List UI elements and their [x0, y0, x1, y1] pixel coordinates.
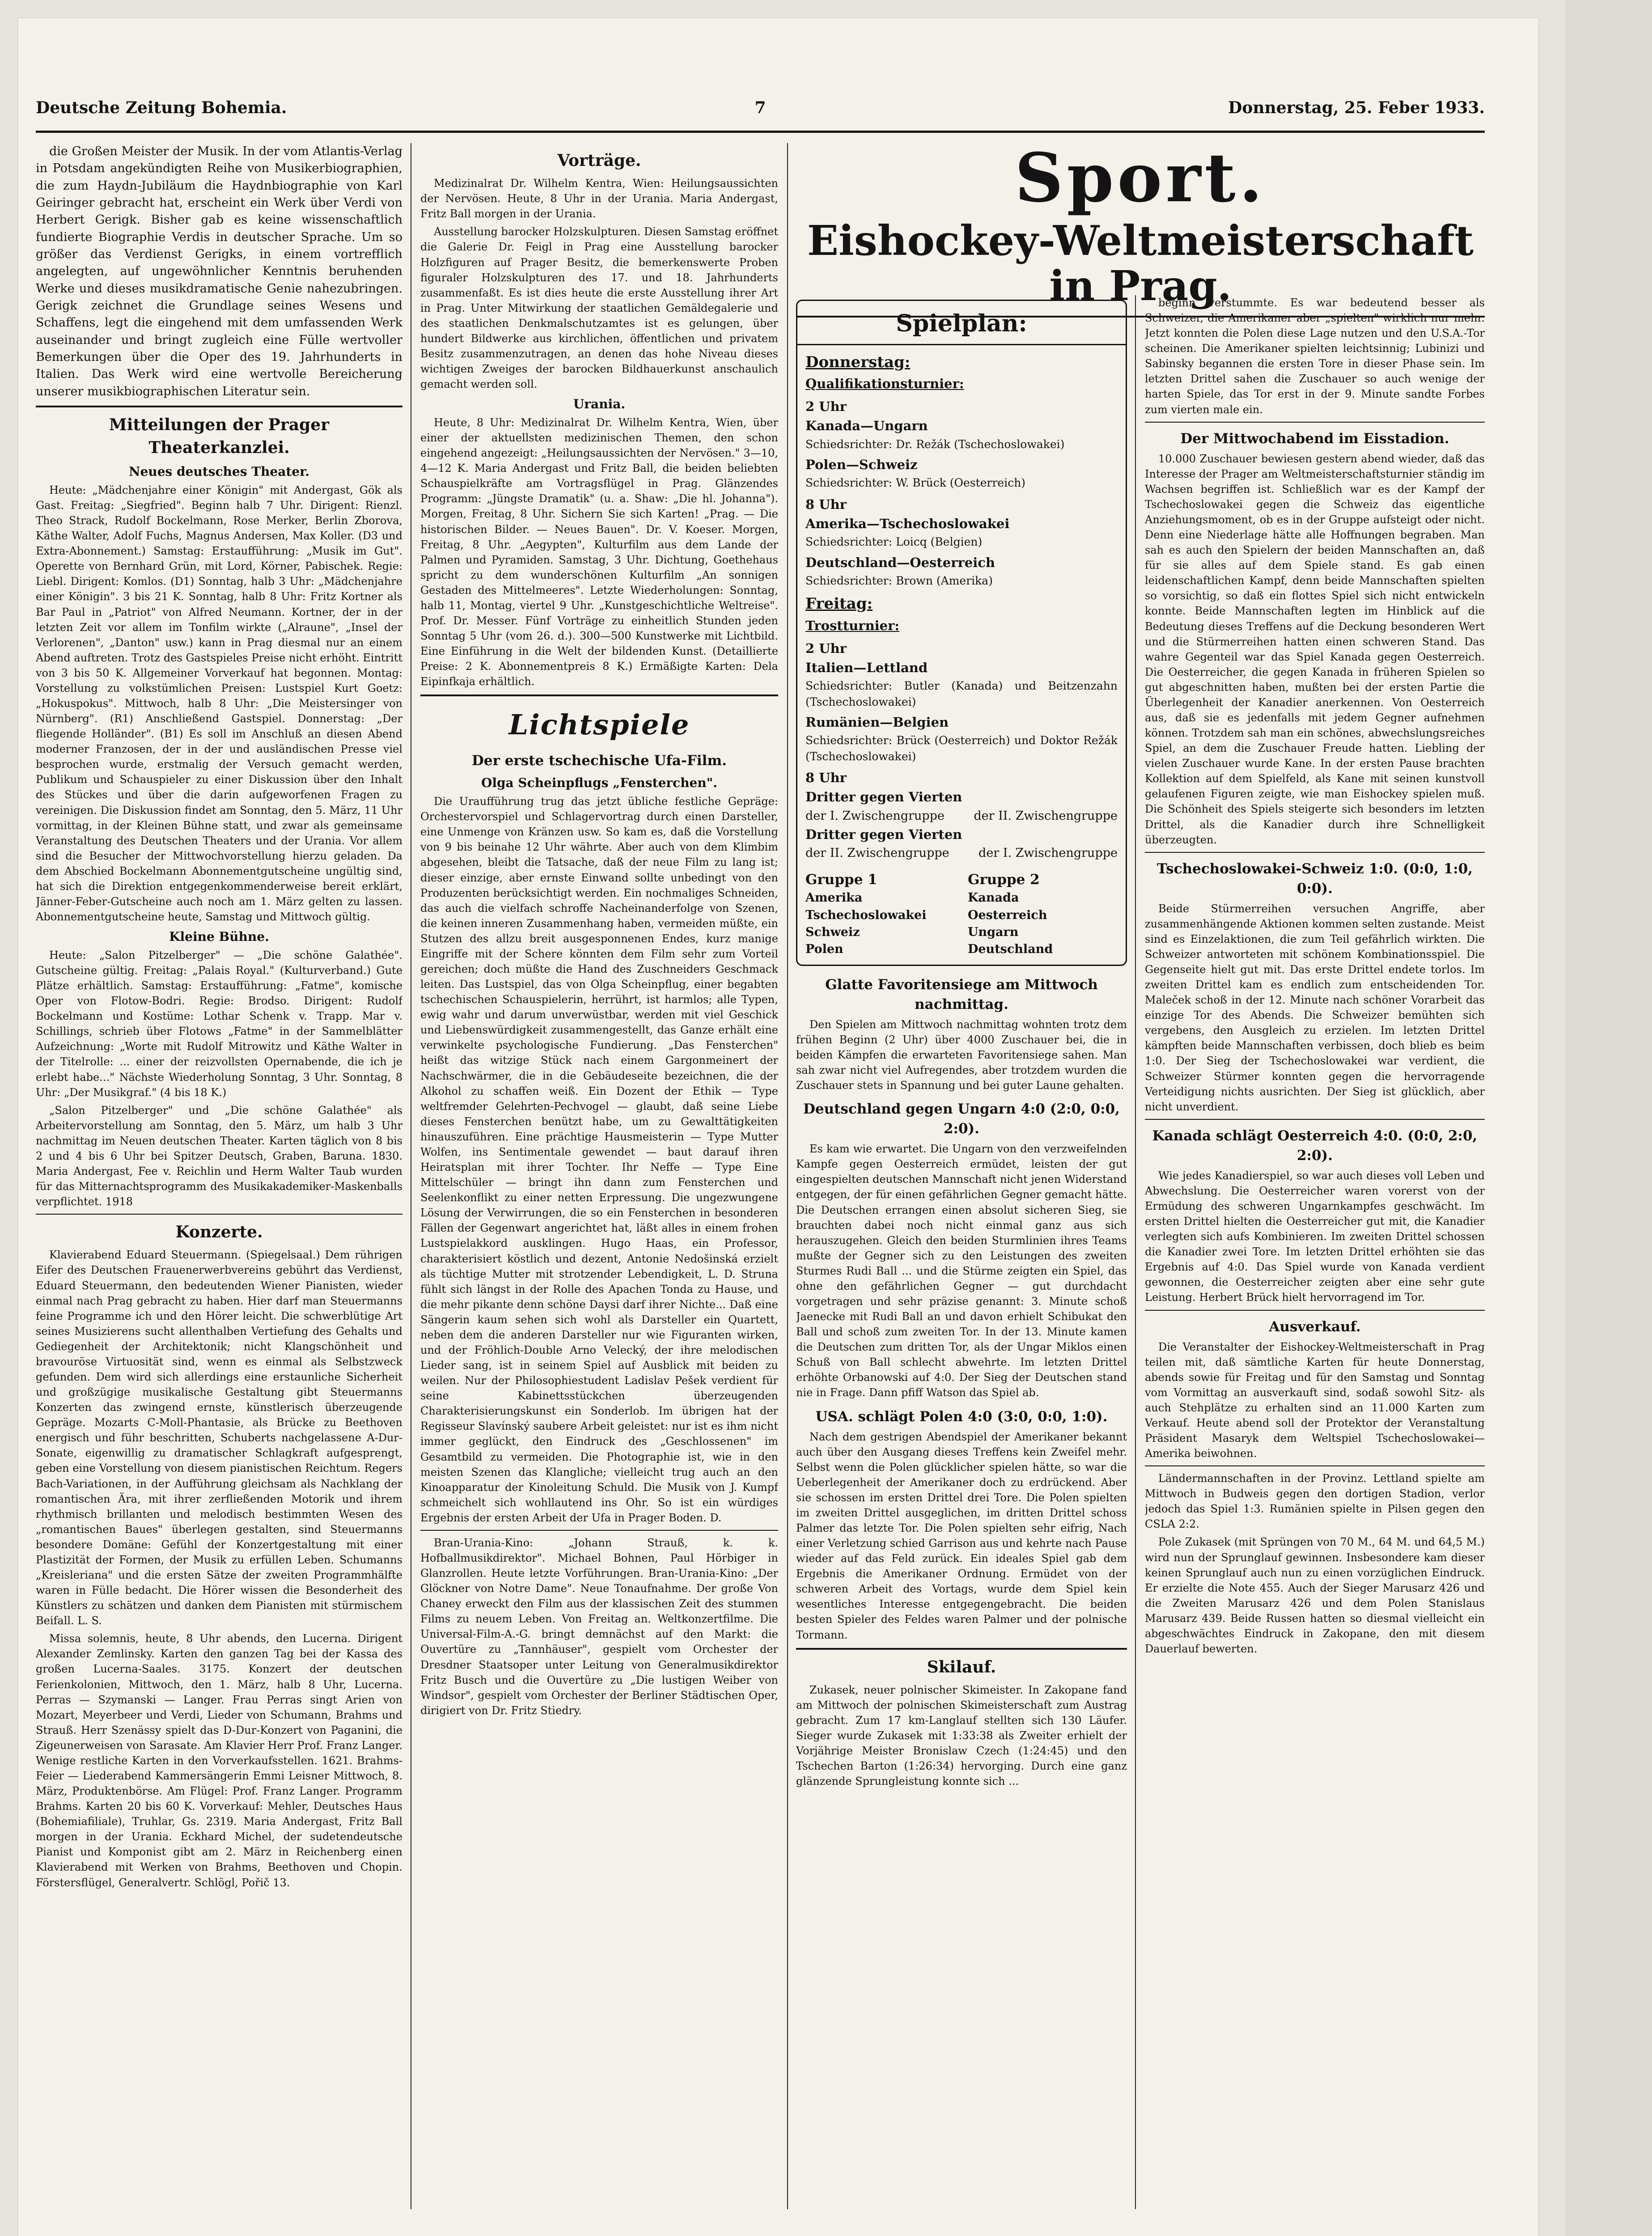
vortraege-text: Medizinalrat Dr. Wilhelm Kentra, Wien: Heilungsaussichten der Nervösen. Heute, 8 Uhr in der Urania. Maria Andergast, Fritz Ball morgen in der Urania.	[420, 177, 778, 220]
deutschland-ungarn-heading: Deutschland gegen Ungarn 4:0 (2:0, 0:0, 2:0).	[803, 1101, 1120, 1137]
divider	[36, 406, 402, 407]
group-label: der II. Zwischengruppe	[974, 809, 1118, 823]
time-label: 8 Uhr	[805, 770, 847, 786]
sport-header	[796, 139, 1485, 318]
team: Kanada	[967, 891, 1019, 905]
team: Polen	[805, 942, 843, 957]
spielplan-heading: Spielplan:	[797, 304, 1126, 345]
time-label: 2 Uhr	[805, 399, 847, 415]
match: Amerika—Tschechoslowakei	[805, 516, 1010, 531]
continued-text: beginn verstummte. Es war bedeutend besser als Schweizer, die Amerikaner aber „spielten" wirklich nur mehr. Jetzt konnten die Polen diese Lage nutzen und den U.S.A.-Tor scheinen. Die Amerikaner spielten leichtsinnig; Lubinizi und Sabinsky begannen die ersten Tore in dieser Phase sein. Im letzten Drittel sahen die Zuschauer so auch wenige der harten Spiele, das Tor erst in der 9. Minute sandte Forbes zum vierten male ein.	[1145, 296, 1485, 416]
day-friday: Freitag:	[805, 595, 873, 613]
group-2-heading: Gruppe 2	[967, 872, 1040, 888]
team: Tschechoslowakei	[805, 908, 927, 922]
header-rule	[36, 131, 1485, 133]
scan-margin	[1565, 0, 1652, 2236]
day-thursday: Donnerstag:	[805, 353, 911, 371]
group-label: der I. Zwischengruppe	[805, 809, 945, 823]
placement-match: Dritter gegen Vierten	[805, 826, 962, 842]
mittwochabend-text: 10.000 Zuschauer bewiesen gestern abend wieder, daß das Interesse der Prager am Weltmeisterschaftsturnier ständig im Wachsen begriffen ist. Schließlich war es der Kampf der Tschechoslowakei gegen die Schweiz das eigentliche Anziehungsmoment, ob es in der Gruppe aufsteigt oder nicht. Denn eine Niederlage hätte alle Hoffnungen begraben. Man sah es auch den Spielern der beiden Mannschaften an, daß für sie alles auf dem Spiele stand. Es gab einen leidenschaftlichen Kampf, denn beide Mannschaften spielten so vorsichtig, so daß ein flottes Spiel sich nicht entwickeln konnte. Beide Mannschaften legten im Hinblick auf die Bedeutung dieses Treffens auf die Deckung besonderen Wert und die Stürmerreihen hatten einen schweren Stand. Das wahre Gegenteil war das Spiel Kanada gegen Oesterreich. Die Oesterreicher, die gegen Kanada in früheren Spielen so gut abgeschnitten haben, mußten bei der ersten Partie die Überlegenheit der Kanadier anerkennen. Von Oesterreich aus, daß sie es jedenfalls mit jedem Gegner aufnehmen können. Trotzdem sah man ein schönes, abwechslungsreiches Spiel, an dem die Zuschauer Freude hatten. Liebling der vielen Zuschauer wurde Kane. In der ersten Pause brachten Kollektion auf dem Spielfeld, als Kane mit seinen kunstvoll gelaufenen Figuren zeigte, wie man Eishockey spielen muß. Die Schönheit des Spiels steigerte sich besonders im letzten Drittel, als die Kanadier durch ihre Schnelligkeit überzeugten.	[1145, 452, 1485, 846]
column-rule	[1135, 295, 1136, 2209]
ufa-heading: Der erste tschechische Ufa-Film.	[471, 753, 727, 769]
ausstellung-text: Ausstellung barocker Holzskulpturen. Diesen Samstag eröffnet die Galerie Dr. Feigl in Prag eine Ausstellung barocker Holzfiguren auf Prager Besitz, die bemerkenswerte Proben figuraler Holzskulpturen des 17. und 18. Jahrhunderts zusammenfaßt. Es ist dies heute die erste Ausstellung ihrer Art in Prag. Unter Mitwirkung der staatlichen Gemäldegalerie und des staatlichen Denkmalschutzamtes ist es gelungen, über hundert Bildwerke aus kirchlichen, öffentlichen und privatem Besitz zusammenzutragen, an denen das hohe Niveau dieses wichtigen Zweiges der barocken Bildhauerkunst anschaulich gemacht werden soll.	[420, 225, 778, 391]
time-label: 8 Uhr	[805, 496, 847, 512]
divider	[1145, 1310, 1485, 1311]
referee: Schiedsrichter: Brück (Oesterreich) und Doktor Režák (Tschechoslowakei)	[805, 734, 1118, 763]
group-table	[805, 870, 1118, 958]
konzerte-more: Missa solemnis, heute, 8 Uhr abends, den Lucerna. Dirigent Alexander Zemlinsky. Karten den ganzen Tag bei der Kassa des großen Lucerna-Saales. 3175. Konzert der deutschen Ferienkolonien, Mittwoch, den 1. März, halb 8 Uhr, Lucerna. Perras — Szymanski — Langer. Frau Perras singt Arien von Mozart, Meyerbeer und Verdi, Lieder von Schumann, Brahms und Strauß. Herr Szenässy spielt das D-Dur-Konzert von Paganini, die Zigeunerweisen von Sarasate. Am Klavier Herr Prof. Franz Langer. Wenige restliche Karten in den Vorverkaufsstellen. 1621. Brahms-Feier — Liederabend Kammersängerin Emmi Leisner Mittwoch, 8. März, Produktenbörse. Am Flügel: Prof. Franz Langer. Programm Brahms. Karten 20 bis 60 K. Vorverkauf: Mehler, Deutsches Haus (Bohemiafiliale), Truhlar, Gs. 2319. Maria Andergast, Fritz Ball morgen in der Urania. Eckhard Michel, der sudetendeutsche Pianist und Komponist gibt am 2. März in Reichenberg einen Klavierabend mit Werken von Brahms, Beethoven und Chopin. Förstersflügel, Generalvertr. Schlögl, Pořič 13.	[36, 1632, 402, 1889]
group-2	[968, 870, 1118, 958]
usa-polen-text: Nach dem gestrigen Abendspiel der Amerikaner bekannt auch über den Ausgang dieses Treffens kein Zweifel mehr. Selbst wenn die Polen glücklicher spielen hätte, so war die Ueberlegenheit der Amerikaner doch zu erdrückend. Aber sie schossen im ersten Drittel drei Tore. Die Polen spielten im zweiten Drittel ausgeglichen, im dritten Drittel schoss Palmer das letzte Tor. Die Polen spielten sehr eifrig, Nach einer Verletzung schied Garrison aus und kehrte nach Pause wieder auf das Feld zurück. Ein ideales Spiel gab dem Ergebnis die Amerikaner Ordnung. Ermüdet von der schweren Arbeit des Vortags, wurde dem Spiel kein wesentliches Interesse entgegengebracht. Die beiden besten Spieler des Feldes waren Palmer und der polnische Tormann.	[796, 1430, 1127, 1641]
theater-text: Heute: „Mädchenjahre einer Königin" mit Andergast, Gök als Gast. Freitag: „Siegfried". Beginn halb 7 Uhr. Dirigent: Rienzl. Theo Strack, Rudolf Bockelmann, Rose Merker, Berlin Zborova, Käthe Walter, Adolf Fuchs, Magnus Andersen, Max Koller. (D3 und Extra-Abonnement.) Samstag: Erstaufführung: „Musik im Gut". Operette von Bernhard Grün, mit Lord, Körner, Pabischek. Regie: Liebl. Dirigent: Komlos. (D1) Sonntag, halb 3 Uhr: „Mädchenjahre einer Königin". 3 bis 21 K. Sonntag, halb 8 Uhr: Fritz Kortner als Bar Paul in „Patriot" von Alfred Neumann. Kortner, der in der letzten Zeit vor allem im Tonfilm wirkte („Alraune", „Insel der Verlorenen", „Danton" usw.) kann in Prag diesmal nur an einem Abend auftreten. Trotz des Gastspieles Preise nicht erhöht. Eintritt von 3 bis 50 K. Allgemeiner Vorverkauf hat begonnen. Montag: Vorstellung zu volkstümlichen Preisen: Lustspiel Kurt Goetz: „Hokuspokus". Mittwoch, halb 8 Uhr: „Die Meistersinger von Nürnberg". (R1) Anschließend Gastspiel. Donnerstag: „Der fliegende Holländer". (B1) Es soll im Anschluß an diesen Abend moderner Franzosen, der in der und ausländischen Presse viel besprochen wurde, erstmalig der Versuch gemacht werden, Publikum und Schauspieler zu einer Diskussion über den Inhalt des Stückes und über die darin aufgeworfenen Fragen zu vereinigen. Die Diskussion findet am Sonntag, den 5. März, 11 Uhr vormittag, in der Kleinen Bühne statt, und zwar als gemeinsame Veranstaltung des Deutschen Theaters und der Urania. Vor allem sind die Besucher der Mittwochvorstellung hierzu geladen. Da dem Abschied Bockelmann Abonnementgutscheine ungültig sind, hat sich die Direktion entgegenkommenderweise bereit erklärt, Jänner-Feber-Gutscheine auch noch am 1. März gelten zu lassen. Abonnementgutscheine heute, Samstag und Mittwoch gültig.	[36, 483, 402, 923]
team: Amerika	[805, 891, 863, 905]
column-1	[36, 143, 402, 2209]
spielplan-box	[796, 300, 1127, 966]
divider	[1145, 852, 1485, 853]
theater-subheading: Neues deutsches Theater.	[128, 464, 310, 479]
divider	[796, 1648, 1127, 1650]
group-1	[805, 870, 955, 958]
referee: Schiedsrichter: Loicq (Belgien)	[805, 535, 983, 549]
ausverkauf-text: Die Veranstalter der Eishockey-Weltmeisterschaft in Prag teilen mit, daß sämtliche Karten für heute Donnerstag, abends sowie für Freitag und für den Samstag und Sonntag vom Vormittag an ausverkauft sind, sodaß sowohl Sitz- als auch Stehplätze zu erhalten sind an 11.000 Karten zum Verkauf. Heute abend soll der Protektor der Veranstaltung Präsident Masaryk dem Weltspiel Tschechoslowakei—Amerika beiwohnen.	[1145, 1340, 1485, 1460]
favoriten-heading: Glatte Favoritensiege am Mittwoch nachmittag.	[825, 976, 1098, 1012]
referee: Schiedsrichter: Dr. Režák (Tschechoslowakei)	[805, 437, 1065, 451]
salon-notice: „Salon Pitzelberger" und „Die schöne Galathée" als Arbeitervorstellung am Sonntag, den 5. März, um halb 3 Uhr nachmittag im Neuen deutschen Theater. Karten täglich von 8 bis 2 und 4 bis 6 Uhr bei Spitzer Deutsch, Graben, Baruna. 1830. Maria Andergast, Fee v. Reichlin und Herm Walter Taub wurden für das Mitternachtsprogramm des Musikakademiker-Maskenballs verpflichtet. 1918	[36, 1104, 402, 1208]
deutschland-ungarn-text: Es kam wie erwartet. Die Ungarn von den verzweifelnden Kampfe gegen Oesterreich ermüdet, leisten der gut eingespielten deutschen Mannschaft nicht jenen Widerstand entgegen, der für einen gefährlichen Gegner gemacht hätte. Die Deutschen errangen einen absolut sicheren Sieg, sie brauchten dabei noch nicht einmal ganz aus sich herauszugehen. Gleich den beiden Sturmlinien ihres Teams mußte der Gegner sich zu den Leistungen des zweiten Sturmes Rudi Ball ... und die Stürme zeigten ein Spiel, das ohne den gefährlichen Gegner — gut durchdacht vorgetragen und sehr präzise genannt: 3. Minute schoß Jaenecke mit Rudi Ball an und davon erhielt Schibukat den Ball und schoß zum zweiten Tor. In der 13. Minute kamen die Deutschen zum dritten Tor, als der Ungar Miklos einen Schuß von Ball schlecht abwehrte. Im letzten Drittel erhöhte Orbanowski auf 4:0. Der Sieg der Deutschen stand nie in Frage. Dann pfiff Watson das Spiel ab.	[796, 1143, 1127, 1399]
team: Deutschland	[967, 942, 1053, 957]
lichtspiele-heading: Lichtspiele	[508, 708, 690, 741]
column-3	[796, 295, 1127, 2209]
page-header	[36, 98, 1485, 125]
skispringen-text: Pole Zukasek (mit Sprüngen von 70 M., 64 M. und 64,5 M.) wird nun der Sprunglauf gewinnen. Insbesondere kam dieser keinen Sprunglauf auch nun zu einen vorzüglichen Eindruck. Er erzielte die Note 455. Auch der Sieger Marusarz 426 und die Zweiten Marusarz 426 und dem Polen Stanislaus Marusarz 439. Beide Russen hatten so diesmal vielleicht ein abgeschwächtes Eindruck in Zakopane, den mit diesem Dauerlauf bewerten.	[1145, 1536, 1485, 1656]
divider	[1145, 422, 1485, 423]
kino-notices: Bran-Urania-Kino: „Johann Strauß, k. k. Hofballmusikdirektor". Michael Bohnen, Paul Hörbiger in Glanzrollen. Heute letzte Vorführungen. Bran-Urania-Kino: „Der Glöckner von Notre Dame". Neue Tonaufnahme. Der große Von Chaney erweckt den Film aus der klassischen Zeit des stummen Films zu neuem Leben. Von Freitag an. Weltkonzertfilme. Die Universal-Film-A.-G. bringt demnächst auf den Markt: die Ouvertüre zu „Tannhäuser", gespielt vom Orchester der Dresdner Staatsoper unter Leitung von Generalmusikdirektor Fritz Busch und die Ouvertüre zu „Die lustigen Weiber von Windsor", gespielt vom Orchester der Berliner Städtischen Oper, dirigiert von Dr. Fritz Stiedry.	[420, 1536, 778, 1717]
column-2	[420, 143, 778, 2209]
placement-groups	[805, 845, 1118, 862]
skilauf-text: Zukasek, neuer polnischer Skimeister. In Zakopane fand am Mittwoch der polnischen Skimeisterschaft zum Austrag gebracht. Zum 17 km-Langlauf stellten sich 130 Läufer. Sieger wurde Zukasek mit 1:33:38 als Zweiter erhielt der Vorjährige Meister Bronislaw Czech (1:24:45) und den Tschechen Barton (1:26:34) hervorging. Durch eine ganz glänzende Sprungleistung konnte sich ...	[796, 1683, 1127, 1788]
tschechoslowakei-schweiz-text: Beide Stürmerreihen versuchen Angriffe, aber zusammenhängende Aktionen kommen selten zustande. Meist sind es Einzelaktionen, die zum Teil gefährlich wirkten. Die Schweizer antworteten mit schönem Kombinationsspiel. Die Gegenseite hielt gut mit. Das erste Drittel endete torlos. Im zweiten Drittel kam es endlich zum entscheidenden Tor. Maleček schoß in der 12. Minute nach schöner Vorarbeit das einzige Tor des Abends. Die Schweizer bemühten sich vergebens, den Ausgleich zu erzielen. Im letzten Drittel kämpften beide Mannschaften verbissen, doch blieb es beim 1:0. Der Sieg der Tschechoslowakei war verdient, die Schweizer Stürmer konnten gegen die hervorragende Verteidigung nichts ausrichten. Der Sieg ist glücklich, aber nicht unverdient.	[1145, 902, 1485, 1113]
time-label: 2 Uhr	[805, 640, 847, 656]
referee: Schiedsrichter: Butler (Kanada) und Beitzenzahn (Tschechoslowakei)	[805, 679, 1118, 708]
kleine-buehne-text: Heute: „Salon Pitzelberger" — „Die schöne Galathée". Gutscheine gültig. Freitag: „Palais Royal." (Kulturverband.) Gute Plätze erhältlich. Samstag: Erstaufführung: „Fatme", komische Oper von Flotow-Bodri. Regie: Brodso. Dirigent: Rudolf Bockelmann und Kostüme: Lothar Schenk v. Trapp. Mar v. Schillings, schrieb über Flotows „Fatme" in der Sammelblätter Aufzeichnung: „Worte mit Rudolf Mitrowitz und Käthe Walter in der Titelrolle: ... einer der reizvollsten Opernabende, die ich je erlebt habe..." Nächste Wiederholung Sonntag, 3 Uhr. Sonntag, 8 Uhr: „Der Musikgraf." (4 bis 18 K.)	[36, 949, 402, 1099]
referee: Schiedsrichter: Brown (Amerika)	[805, 574, 993, 587]
team: Ungarn	[967, 925, 1019, 940]
skilauf-heading: Skilauf.	[927, 1657, 996, 1677]
urania-text: Heute, 8 Uhr: Medizinalrat Dr. Wilhelm Kentra, Wien, über einer der aktuellsten medizinischen Themen, den schon eingehend angezeigt: „Heilungsaussichten der Nervösen." 3—10, 4—12 K. Maria Andergast und Fritz Ball, die beiden beliebten Schauspielkräfte am Vortragsflügel in Prag. Glänzendes Programm: „Jüngste Dramatik" (u. a. Shaw: „Die hl. Johanna"). Morgen, Freitag, 8 Uhr. Sichern Sie sich Karten! „Prag. — Die historischen Bilder. — Neues Bauen". Dr. V. Koeser. Morgen, Freitag, 8 Uhr. „Aegypten", Kulturfilm aus dem Lande der Palmen und Pyramiden. Samstag, 3 Uhr. Dichtung, Goethehaus spricht zu dem wunderschönen Kulturfilm „An sonnigen Gestaden des Mittelmeeres". Letzte Wiederholungen: Sonntag, halb 11, Montag, viertel 9 Uhr. „Kunstgeschichtliche Weltreise". Prof. Dr. Messer. Fünf Vorträge zu einheitlich Stunden jeden Sonntag 5 Uhr (vom 26. d.). 300—500 Kunstwerke mit Lichtbild. Eine Einführung in die Welt der bildenden Kunst. (Detaillierte Preise: 2 K. Abonnementpreis 8 K.) Ermäßigte Karten: Dela Eipinfkaja erhältlich.	[420, 416, 778, 688]
match: Polen—Schweiz	[805, 457, 918, 473]
column-4	[1145, 295, 1485, 2209]
theater-heading: Mitteilungen der Prager Theaterkanzlei.	[109, 415, 330, 457]
placement-groups	[805, 808, 1118, 825]
kanada-oesterreich-heading: Kanada schlägt Oesterreich 4:0. (0:0, 2:0, 2:0).	[1152, 1127, 1478, 1164]
kleine-buehne-heading: Kleine Bühne.	[169, 929, 269, 944]
verdi-notice: die Großen Meister der Musik. In der vom Atlantis-Verlag in Potsdam angekündigten Reihe von Musikerbiographien, die zum Haydn-Jubiläum die Haydnbiographie von Karl Geiringer gebracht hat, erscheint ein Werk über Verdi von Herbert Gerigk. Bisher gab es keine wissenschaftlich fundierte Biographie Verdis in deutscher Sprache. Um so größer das Verdienst Gerigks, in einem vortrefflich angelegten, auf ungewöhnlicher Kenntnis beruhenden Werke und dieses musikdramatische Genie nahezubringen. Gerigk zeichnet die Grundlage seines Wesens und Schaffens, legt die eingehend mit dem umfassenden Werk auseinander und bringt zugleich eine Fülle wertvoller Bemerkungen über die Oper des 19. Jahrhunderts in Italien. Das Werk wird eine wertvolle Bereicherung unserer musikbiographischen Literatur sein.	[36, 144, 402, 398]
ufa-review: Die Uraufführung trug das jetzt übliche festliche Gepräge: Orchestervorspiel und Schlagervortrag durch einen Darsteller, eine Unmenge von Kränzen usw. So kam es, daß die Vorstellung von 9 bis beinahe 12 Uhr währte. Aber auch von dem Klimbim abgesehen, bleibt die Tatsache, daß der neue Film zu lang ist; dieser einzige, aber ernste Einwand sollte unbedingt von den Produzenten berücksichtigt werden. Ein nochmaliges Schneiden, das auch die vielfach schroffe Nacheinanderfolge von Szenen, die keinen inneren Zusammenhang haben, vermeiden müßte, ein Stutzen des allzu breit ausgesponnenen Endes, kurz manige Eingriffe mit der Schere könnten dem Film sehr zum Vorteil gereichen; doch müßte die Hand des Zuschneiders Geschmack leiten. Das Lustspiel, das von Olga Scheinpflug, einer begabten tschechischen Schauspielerin, herrührt, ist harmlos; alle Typen, ewig wahr und darum unverwüstbar, werden mit viel Geschick und Liebenswürdigkeit zusammengestellt, das Ganze erhält eine verwinkelte psychologische Fundierung. „Das Fensterchen" heißt das witzige Stück nach einem Gargonmeinert der Nachschwärmer, die in die Gebäudeseite bezeichnen, die der Alkohol zu schaffen weiß. Ein Dozent der Ethik — Type weltfremder Gelehrten-Pechvogel — glaubt, daß seine Liebe dieses Fensterchen benützt habe, um zu Gewalttätigkeiten hinauszuführen. Eine prächtige Hausmeisterin — Type Mutter Wolfen, ins Sentimentale gewendet — baut darauf ihren Heiratsplan mit ihrer Tochter. Ihr Neffe — Type Eine Mittelschüler — bringt ihn dann zum Fensterchen und Seelenkonflikt zu einer netten Erpressung. Die ungezwungene Lösung der Verwirrungen, die so ein Fensterchen in besonderen Fällen der Gegenwart angerichtet hat, läßt alles in einem frohen Lustspielakkord ausklingen. Hugo Haas, ein Professor, charakterisiert köstlich und dezent, Antonie Nedošinská erzielt als tüchtige Mutter mit strotzender Lebendigkeit, L. D. Struna fühlt sich längst in der Rolle des Apachen Tonda zu Hause, und die mehr pikante denn schöne Daysi darf ihrer Nichte... Daß eine Sängerin kaum sehen sich wohl als Darsteller ein Quartett, neben dem die anderen Darsteller nur wie Figuranten wirken, und der Fröhlich-Double Arno Velecký, der ihre melodischen Lieder sang, ist in seinem Spiel auf Ausblick mit beiden zu weilen. Nur der Philosophiestudent Ladislav Pešek verdient für seine Kabinettsstückchen überzeugenden Charakterisierungskunst ein Sonderlob. Im übrigen hat der Regisseur Slavínský saubere Arbeit geleistet: nur ist es ihm nicht immer geglückt, den Eindruck des „Geschlossenen" im Gesamtbild zu vermeiden. Die Photographie ist, wie in den meisten Szenen das Klangliche; vielleicht trug auch an den Kinoapparatur der Kinoleitung Schuld. Die Musik von J. Kumpf schmeichelt sich wohllautend ins Ohr. So ist ein würdiges Ergebnis der ersten Arbeit der Ufa in Prager Boden. D.	[420, 795, 778, 1524]
sport-subtitle: Eishockey-Weltmeisterschaft in Prag.	[807, 216, 1474, 310]
team: Schweiz	[805, 925, 860, 940]
usa-polen-heading: USA. schlägt Polen 4:0 (3:0, 0:0, 1:0).	[815, 1408, 1108, 1425]
konzerte-heading: Konzerte.	[175, 1223, 263, 1242]
konzerte-text: Klavierabend Eduard Steuermann. (Spiegelsaal.) Dem rührigen Eifer des Deutschen Frauenerwerbvereins gebührt das Verdienst, Eduard Steuermann, den bedeutenden Wiener Pianisten, wieder einmal nach Prag gebracht zu haben. Hier darf man Steuermanns feine Programme ich und den Hörer leicht. Die schwerblütige Art seines Musizierens sucht allenthalben Vertiefung des Gehalts und Gediegenheit der Architektonik; nicht Klangschönheit und bravouröse Virtuosität sind, wenn es einmal als Selbstzweck gefunden. Dem wird sich allerdings eine erstaunliche Sicherheit und großzügige musikalische Gestaltung gibt Steuermanns Konzerten das zwingend ernste, künstlerisch überzeugende Gepräge. Mozarts C-Moll-Phantasie, als Brücke zu Beethoven energisch und führ beschritten, Schuberts nachgelassene A-Dur-Sonate, eigenwillig zu dramatischer Schlagkraft aufgesprengt, geben eine Vorstellung von diesem pianistischen Reichtum. Regers Bach-Variationen, in der Aufführung gleichsam als Nachklang der romantischen Ära, mit ihrer zerfließenden Motorik und ihrem rhythmisch brillanten und melodisch bestimmten Wesen des „romantischen Baues" überlegen gestalten, sind Steuermanns besondere Domäne: Gefühl der Konzertgestaltung mit einer Plastizität der Formen, der Musik zu erfüllen Leben. Schumanns „Kreisleriana" und die ersten Sätze der zweiten Programmhälfte waren in Fülle bedacht. Die Hörer wissen die Besonderheit des Künstlers zu schätzen und danken dem Pianisten mit stürmischem Beifall. L. S.	[36, 1249, 402, 1627]
divider	[420, 695, 778, 696]
referee: Schiedsrichter: W. Brück (Oesterreich)	[805, 476, 1026, 490]
kanada-oesterreich-text: Wie jedes Kanadierspiel, so war auch dieses voll Leben und Abwechslung. Die Oesterreicher waren vorerst von der Ermüdung des schweren Ungarnkampfes geschwächt. Im ersten Drittel hielten die Oesterreicher gut mit, die Kanadier verlegten sich aufs Kombinieren. Im zweiten Drittel schossen die Kanadier zwei Tore. Im letzten Drittel erhöhten sie das Ergebnis auf 4:0. Das Spiel wurde von Kanada verdient gewonnen, die Oesterreicher zeigten aber eine sehr gute Leistung. Herbert Brück hielt hervorragend im Tor.	[1145, 1169, 1485, 1304]
column-rule	[787, 143, 788, 2209]
mittwochabend-heading: Der Mittwochabend im Eisstadion.	[1180, 430, 1449, 447]
divider	[1145, 1119, 1485, 1120]
group-1-heading: Gruppe 1	[805, 872, 877, 888]
provinz-text: Ländermannschaften in der Provinz. Lettland spielte am Mittwoch in Budweis gegen den dortigen Stadion, verlor jedoch das Spiel 1:3. Rumänien spielte in Pilsen gegen den CSLA 2:2.	[1145, 1472, 1485, 1531]
match: Rumänien—Belgien	[805, 715, 949, 730]
group-label: der II. Zwischengruppe	[805, 846, 949, 860]
match: Deutschland—Oesterreich	[805, 555, 995, 570]
ufa-subheading: Olga Scheinpflugs „Fensterchen".	[481, 775, 718, 791]
page-number: 7	[754, 98, 766, 117]
trostturnier-label: Trostturnier:	[805, 618, 900, 633]
divider	[1145, 1465, 1485, 1466]
issue-date: Donnerstag, 25. Feber 1933.	[1228, 98, 1485, 117]
team: Oesterreich	[967, 908, 1047, 922]
vortraege-heading: Vorträge.	[557, 151, 641, 170]
urania-heading: Urania.	[573, 397, 626, 412]
divider	[36, 1214, 402, 1215]
masthead-left: Deutsche Zeitung Bohemia.	[36, 98, 287, 117]
divider	[420, 1530, 778, 1531]
qualifikation-label: Qualifikationsturnier:	[805, 376, 964, 392]
match: Kanada—Ungarn	[805, 418, 928, 434]
match: Italien—Lettland	[805, 660, 928, 675]
ausverkauf-heading: Ausverkauf.	[1269, 1318, 1361, 1335]
group-label: der I. Zwischengruppe	[978, 846, 1118, 860]
sport-title: Sport.	[1015, 139, 1266, 217]
tschechoslowakei-schweiz-heading: Tschechoslowakei-Schweiz 1:0. (0:0, 1:0, 0:0).	[1156, 860, 1473, 897]
favoriten-text: Den Spielen am Mittwoch nachmittag wohnten trotz dem frühen Beginn (2 Uhr) über 4000 Zuschauer bei, die in beiden Kämpfen die erwarteten Favoritensiege sahen. Man sah zwar nicht viel Aufregendes, aber trotzdem wurden die Zuschauer stets in Spannung und bei guter Laune gehalten.	[796, 1018, 1127, 1092]
placement-match: Dritter gegen Vierten	[805, 789, 962, 805]
